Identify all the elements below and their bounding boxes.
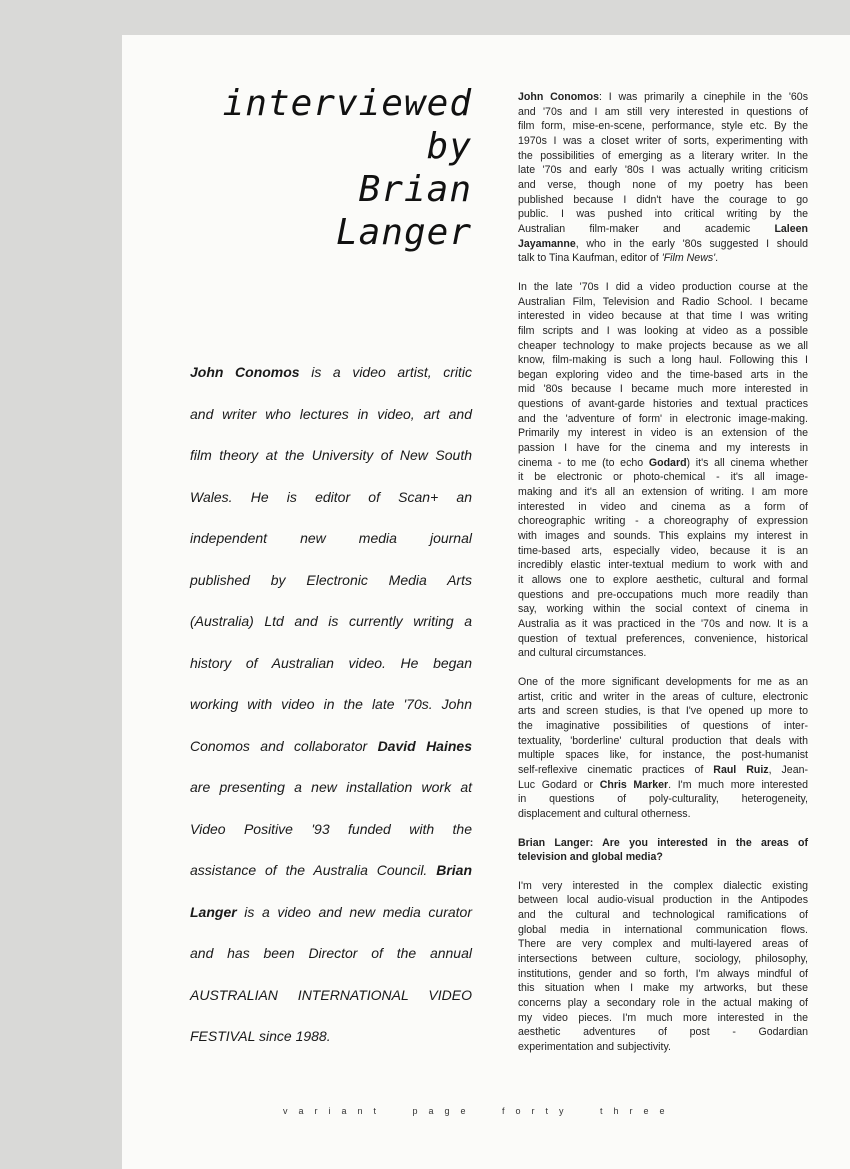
bold-name: David Haines <box>377 737 472 754</box>
text-line: John Conomos is a video artist, critic <box>190 364 472 380</box>
text-line: my video pieces. I'm much more interested in the <box>518 1011 808 1024</box>
text-line: artist, critic and writer in the areas of culture, electronic <box>518 690 808 703</box>
text-line: Luc Godard or Chris Marker. I'm much more interested <box>518 778 808 791</box>
text-line: interested in video because at that time I was writing <box>518 310 808 323</box>
text-line: say, working within the social context of cinema in <box>518 603 808 616</box>
text-line: television and global media? <box>518 851 663 864</box>
bold-name: Chris Marker <box>599 778 669 791</box>
interview-answer <box>518 90 808 266</box>
text-line: began exploring video and the time-based arts in the <box>518 368 808 381</box>
text-line: In the late '70s I did a video production course at the <box>518 280 808 293</box>
text-line: late '70s and early '80s I was actually writing criticism <box>518 164 808 177</box>
intro-column <box>190 352 472 1058</box>
text-line: textuality, 'borderline' cultural production that deals with <box>518 734 808 747</box>
text-line: public. I was pushed into critical writing by the <box>518 208 808 221</box>
text-line: Australia as it was practiced in the '70s and now. It is a <box>518 617 808 630</box>
text-line: institutions, gender and so forth, I'm always mindful of <box>518 967 808 980</box>
bold-name: John Conomos <box>518 91 599 103</box>
bold-name: Langer <box>190 903 237 920</box>
text-line: published because I didn't have the courage to go <box>518 193 808 206</box>
interview-column <box>518 90 808 1069</box>
text-line: choreographic writing - a choreography of expression <box>518 515 808 528</box>
text-line: questions of avant-garde histories and textual practices <box>518 398 808 411</box>
text-line: I'm very interested in the complex dialectic existing <box>518 879 808 892</box>
text-line: assistance of the Australia Council. Brian <box>190 862 472 878</box>
text-line: mid '80s because I became much more interested in <box>518 383 808 396</box>
text-line: the imaginative possibilities of questions of inter- <box>518 719 808 732</box>
text-line: in questions of poly-culturality, heterogeneity, <box>518 793 808 806</box>
interview-answer <box>518 879 808 1055</box>
interview-answer <box>518 280 808 661</box>
text-line: John Conomos: I was primarily a cinephile in the '60s <box>518 91 808 103</box>
bold-name: Brian <box>436 862 472 878</box>
text-line: are presenting a new installation work at <box>190 779 472 795</box>
text-line: Langer is a video and new media curator <box>190 903 472 920</box>
text-line: There are very complex and multi-layered areas of <box>518 938 808 951</box>
text-line: multiple spaces like, for instance, the post-humanist <box>518 749 808 762</box>
bold-name: Godard <box>648 456 687 469</box>
text-line: FESTIVAL since 1988. <box>190 1028 331 1044</box>
text-line: Conomos and collaborator David Haines <box>190 737 472 754</box>
text-line: arts and screen studies, is that I've opened up more to <box>518 705 808 718</box>
text-line: passion I have for the cinema and my interests in <box>518 442 808 455</box>
bold-name: Raul Ruiz <box>713 763 769 776</box>
text-line: talk to Tina Kaufman, editor of 'Film News'. <box>518 252 719 265</box>
text-line: the possibilities of emerging as a literary writer. In the <box>518 149 808 162</box>
bold-name: Laleen <box>774 222 808 235</box>
text-line: Australian Film, Television and Radio School. I became <box>518 295 808 308</box>
text-line: history of Australian video. He began <box>190 654 472 671</box>
text-line: global media in international communication flows. <box>518 923 808 936</box>
text-line: AUSTRALIAN INTERNATIONAL VIDEO <box>190 986 472 1003</box>
interview-answer <box>518 675 808 822</box>
text-line: question of textual preferences, convenience, historical <box>518 632 808 645</box>
article-title <box>150 82 472 254</box>
text-line: between local audio-visual production in the Antipodes <box>518 894 808 907</box>
text-line: interested in video and cinema as a form of <box>518 500 808 513</box>
text-line: this situation when I make my artworks, but these <box>518 982 808 995</box>
text-line: Video Positive '93 funded with the <box>190 820 472 837</box>
title-line: interviewed <box>222 83 472 124</box>
text-line: film scripts and I was looking at video as a possible <box>518 324 808 337</box>
text-line: published by Electronic Media Arts <box>190 571 472 588</box>
text-line: Australian film-maker and academic Laleen <box>518 222 808 235</box>
text-line: working with video in the late '70s. John <box>190 696 472 712</box>
text-line: time-based arts, especially video, because it is an <box>518 544 808 557</box>
bold-name: John Conomos <box>190 364 300 380</box>
text-line: and verse, though none of my poetry has been <box>518 178 808 191</box>
bold-name: Jayamanne <box>518 237 576 250</box>
text-line: film theory at the University of New South <box>190 447 472 463</box>
text-line: it be electronic or photo-chemical - it's all image- <box>518 471 808 484</box>
text-line: cheaper technology to make projects because as we all <box>518 339 808 352</box>
text-line: displacement and cultural otherness. <box>518 807 691 820</box>
publication-title: 'Film News' <box>661 252 716 265</box>
text-line: concerns play a secondary role in the actual making of <box>518 997 808 1010</box>
text-line: know, film-making is such a long haul. Following this I <box>518 354 808 367</box>
text-line: One of the more significant developments for me as an <box>518 675 808 688</box>
text-line: and cultural circumstances. <box>518 647 647 660</box>
text-line: with images and sounds. This explains my interest in <box>518 530 808 543</box>
text-line: Brian Langer: Are you interested in the areas of <box>518 836 808 849</box>
text-line: it allows one to explore aesthetic, cultural and formal <box>518 574 808 586</box>
text-line: intersections between culture, sociology, philosophy, <box>518 953 808 966</box>
text-line: (Australia) Ltd and is currently writing a <box>190 613 472 629</box>
text-line: and '70s and I am still very interested in questions of <box>518 105 808 118</box>
text-line: independent new media journal <box>190 530 472 546</box>
title-line: by <box>426 126 472 167</box>
text-line: incredibly elastic inter-textual medium to work with and <box>518 559 808 572</box>
title-line: Langer <box>335 212 472 253</box>
text-line: questions and pre-occupations much more readily than <box>518 588 808 601</box>
text-line: and has been Director of the annual <box>190 945 472 961</box>
text-line: and the 'adventure of form' in electronic image-making. <box>518 412 808 425</box>
text-line: making and it's all an extension of writing. I am more <box>518 486 808 499</box>
text-line: Wales. He is editor of Scan+ an <box>190 488 472 505</box>
text-line: self-reflexive cinematic practices of Raul Ruiz, Jean- <box>518 763 809 776</box>
text-line: 1970s I was a closet writer of sorts, experimenting with <box>518 134 808 147</box>
title-line: Brian <box>358 169 472 210</box>
text-line: and writer who lectures in video, art and <box>190 405 472 422</box>
text-line: Primarily my interest in video is an extension of the <box>518 427 808 440</box>
text-line: and the cultural and technological ramifications of <box>518 909 808 922</box>
text-line: cinema - to me (to echo Godard) it's all cinema whether <box>518 456 808 469</box>
text-line: aesthetic adventures of post - Godardian <box>518 1026 808 1039</box>
text-line: Jayamanne, who in the early '80s suggested I should <box>518 237 808 250</box>
page-footer: variant page forty three <box>283 1106 676 1116</box>
text-line: experimentation and subjectivity. <box>518 1041 671 1054</box>
interview-question <box>518 836 808 865</box>
text-line: film form, mise-en-scene, performance, style etc. By the <box>518 120 808 133</box>
